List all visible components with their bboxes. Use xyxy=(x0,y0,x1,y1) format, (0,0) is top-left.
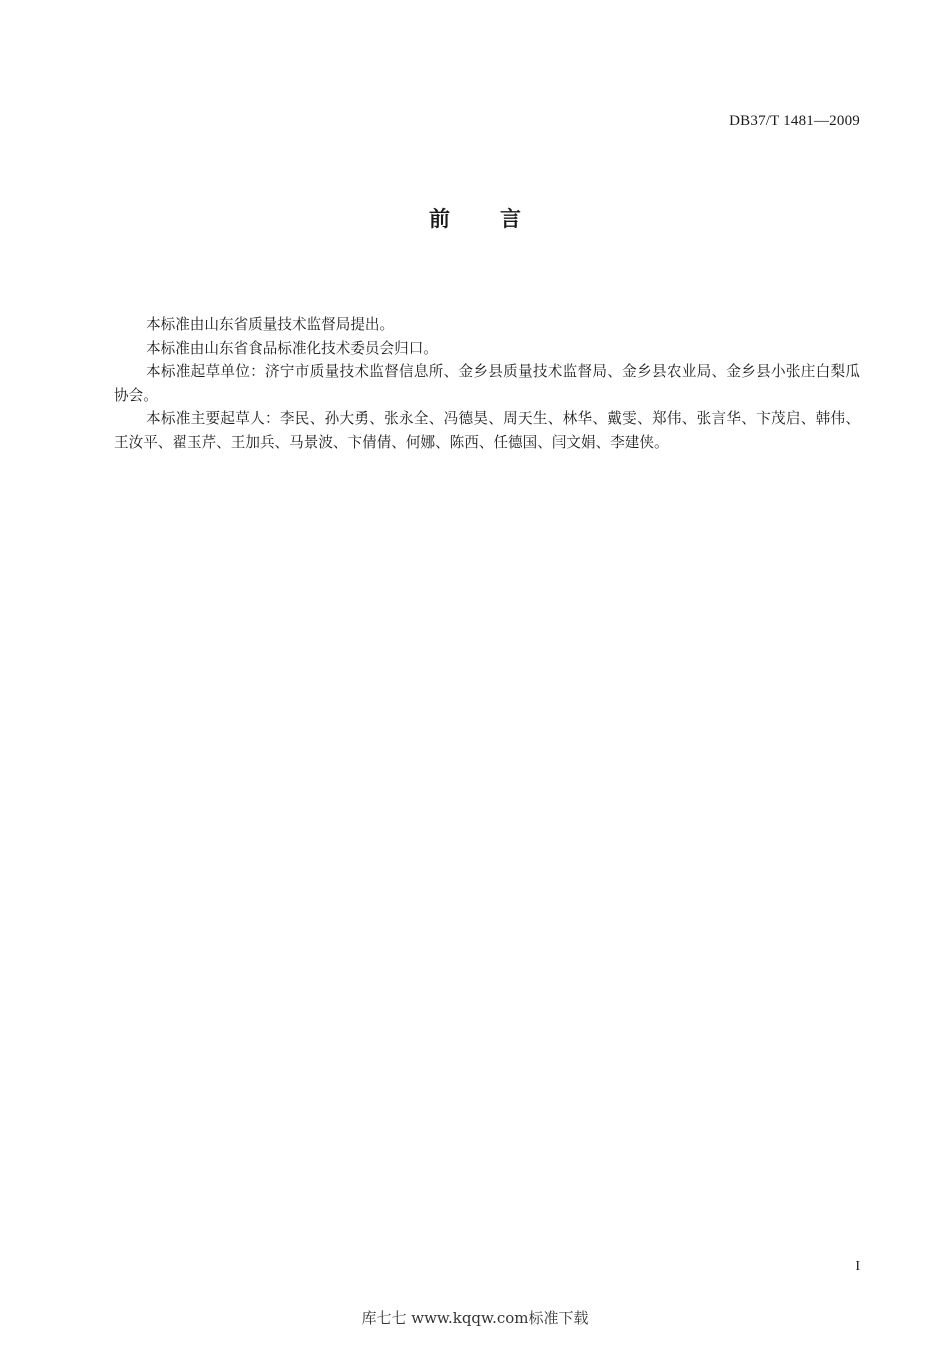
page-title: 前言 xyxy=(429,207,571,231)
standard-code: DB37/T 1481—2009 xyxy=(729,113,860,129)
paragraph-drafters: 本标准主要起草人：李民、孙大勇、张永全、冯德昊、周天生、林华、戴雯、郑伟、张言华、卞茂启、韩伟、王汝平、翟玉芹、王加兵、马景波、卞倩倩、何娜、陈西、任德国、闫文娟、李建侠。 xyxy=(114,410,860,451)
paragraph-proposer: 本标准由山东省质量技术监督局提出。 xyxy=(146,316,395,333)
paragraph-committee: 本标准由山东省食品标准化技术委员会归口。 xyxy=(146,339,438,357)
foreword-body xyxy=(114,313,860,454)
paragraph-drafting-units: 本标准起草单位：济宁市质量技术监督信息所、金乡县质量技术监督局、金乡县农业局、金乡县小张庄白梨瓜协会。 xyxy=(114,363,860,404)
footer-watermark: 库七七 www.kqqw.com标准下载 xyxy=(361,1309,589,1327)
page-number: I xyxy=(855,1259,860,1274)
